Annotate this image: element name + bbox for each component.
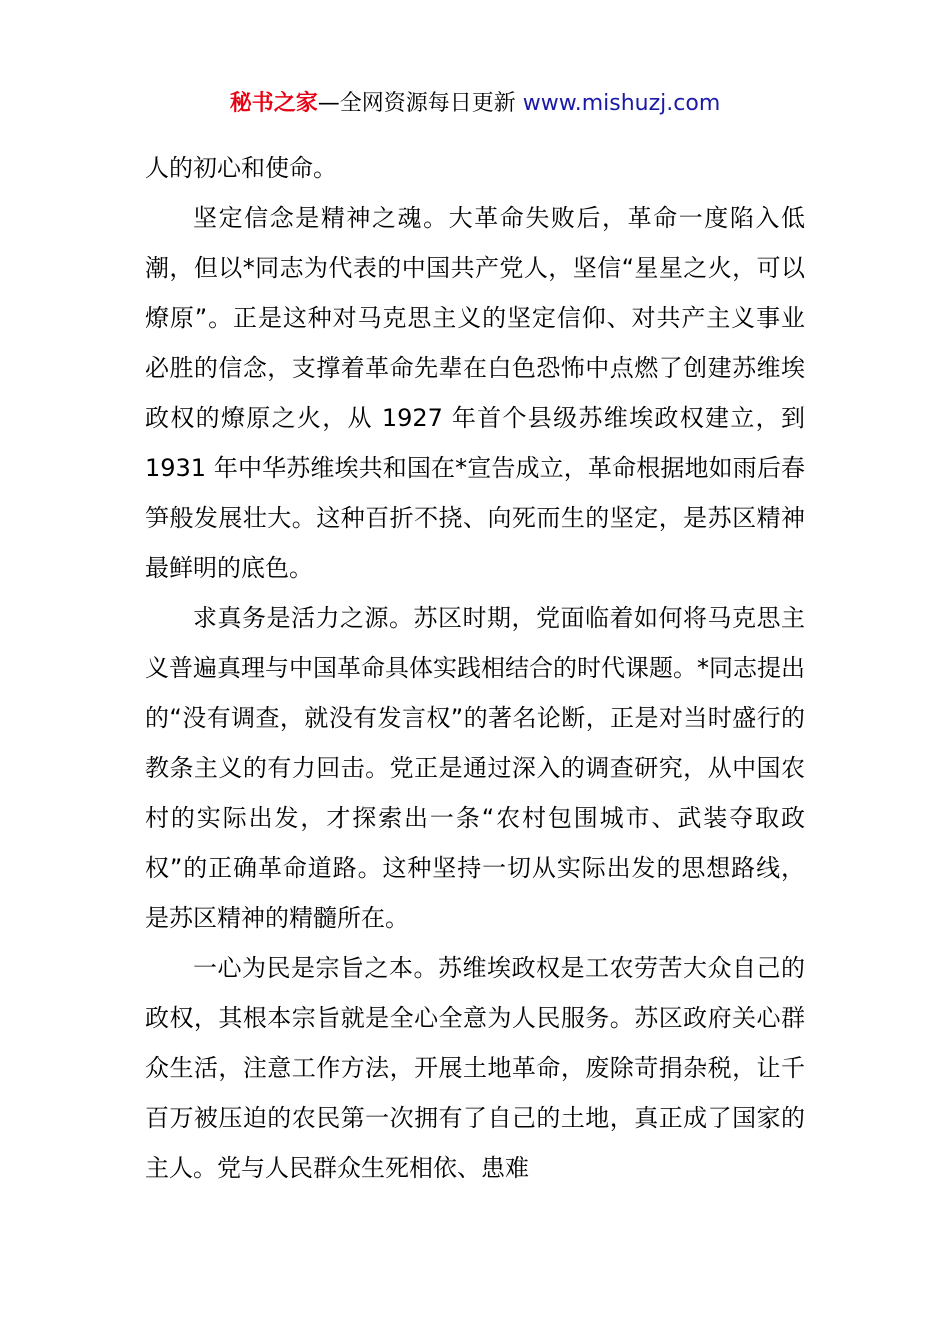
paragraph-serve-people: 一心为民是宗旨之本。苏维埃政权是工农劳苦大众自己的政权，其根本宗旨就是全心全意为人民服务。苏区政府关心群众生活，注意工作方法，开展土地革命，废除苛捐杂税，让千百万被压迫的农民第一次拥有了自己的土地，真正成了国家的主人。党与人民群众生死相依、患难 bbox=[145, 954, 805, 1182]
document-body bbox=[145, 143, 805, 1193]
page-header bbox=[0, 88, 950, 120]
brand-name: 秘书之家 bbox=[229, 91, 318, 116]
paragraph-firm-belief: 坚定信念是精神之魂。大革命失败后，革命一度陷入低潮，但以*同志为代表的中国共产党人，坚信“星星之火，可以燎原”。正是这种对马克思主义的坚定信仰、对共产主义事业必胜的信念，支撑着革命先辈在白色恐怖中点燃了创建苏维埃政权的燎原之火，从 1927 年首个县级苏维埃政权建立，到 1931 年中华苏维埃共和国在*宣告成立，革命根据地如雨后春笋般发展壮大。这种百折不挠、向死而生的坚定，是苏区精神最鲜明的底色。 bbox=[145, 204, 805, 582]
paragraph-seek-truth: 求真务是活力之源。苏区时期，党面临着如何将马克思主义普遍真理与中国革命具体实践相结合的时代课题。*同志提出的“没有调查，就没有发言权”的著名论断，正是对当时盛行的教条主义的有力回击。党正是通过深入的调查研究，从中国农村的实际出发，才探索出一条“农村包围城市、武装夺取政权”的正确革命道路。这种坚持一切从实际出发的思想路线，是苏区精神的精髓所在。 bbox=[145, 604, 805, 932]
site-url-link[interactable]: www.mishuzj.com bbox=[522, 91, 721, 116]
header-slogan: —全网资源每日更新 bbox=[317, 91, 516, 116]
paragraph-continuation: 人的初心和使命。 bbox=[145, 154, 337, 182]
